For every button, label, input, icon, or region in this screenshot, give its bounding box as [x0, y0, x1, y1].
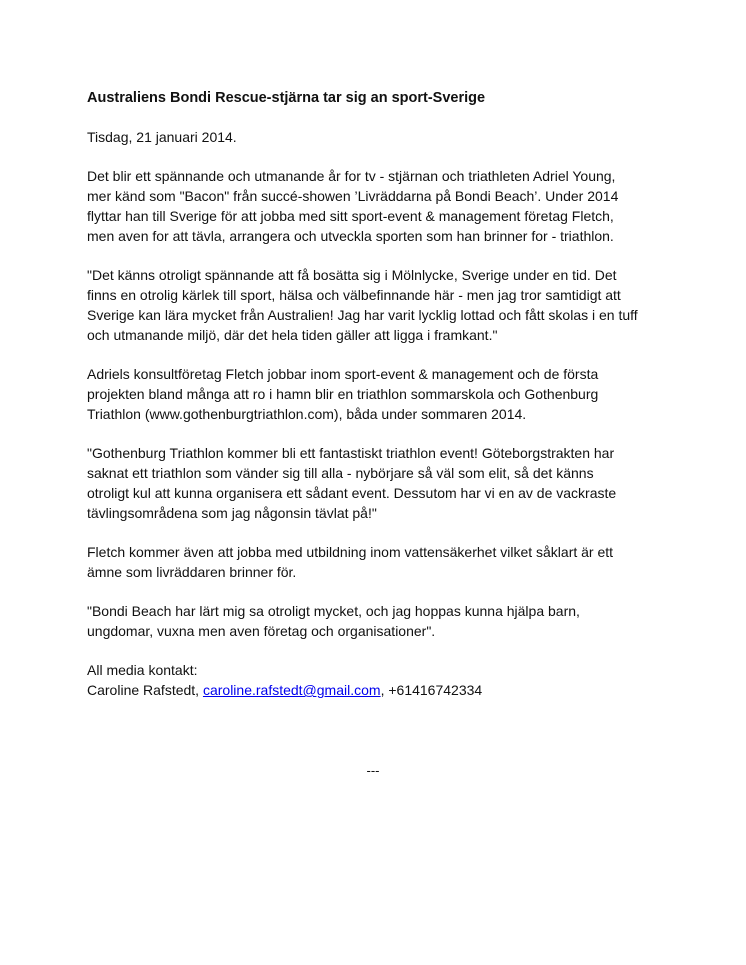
paragraph-intro: Det blir ett spännande och utmanande år for tv - stjärnan och triathleten Adriel Young, mer känd som "Bacon" från succé-showen ’Livräddarna på Bondi Beach’. Under 2014 flyttar han till Sverige för att jobba med sitt sport-event & management företag Fletch, men aven for att tävla, arrangera och utveckla sporten som han brinner for - triathlon.	[87, 168, 619, 244]
contact-phone: , +61416742334	[380, 682, 483, 698]
paragraph-fletch: Adriels konsultföretag Fletch jobbar inom sport-event & management och de första projekten bland många att ro i hamn blir en triathlon sommarskola och Gothenburg Triathlon (www.gothenburgtriathlon.com), båda under sommaren 2014.	[87, 366, 599, 422]
paragraph-quote-3: "Bondi Beach har lärt mig sa otroligt mycket, och jag hoppas kunna hjälpa barn, ungdomar, vuxna men aven företag och organisationer".	[87, 603, 580, 639]
contact-heading: All media kontakt:	[87, 662, 198, 678]
contact-line	[87, 680, 677, 700]
paragraph-education: Fletch kommer även att jobba med utbildning inom vattensäkerhet vilket såklart är ett ämne som livräddaren brinner för.	[87, 544, 614, 580]
document-date: Tisdag, 21 januari 2014.	[87, 129, 237, 145]
document-body	[87, 88, 677, 700]
contact-email-link[interactable]: caroline.rafstedt@gmail.com	[202, 682, 381, 698]
paragraph-quote-2: "Gothenburg Triathlon kommer bli ett fantastiskt triathlon event! Göteborgstrakten har saknat ett triathlon som vänder sig till alla - nybörjare så väl som elit, så det känns otroligt kul att kunna organisera ett sådant event. Dessutom har vi en av de vackraste tävlingsområdena som jag någonsin tävlat på!"	[87, 445, 617, 521]
document-title: Australiens Bondi Rescue-stjärna tar sig an sport-Sverige	[87, 90, 486, 106]
contact-name: Caroline Rafstedt,	[87, 682, 203, 698]
paragraph-quote-1: "Det känns otroligt spännande att få bosätta sig i Mölnlycke, Sverige under en tid. Det finns en otrolig kärlek till sport, hälsa och välbefinnande här - men jag tror samtidigt att Sverige kan lära mycket från Australien! Jag har varit lycklig lottad och fått skolas i en tuff och utmanande miljö, där det hela tiden gäller att ligga i framkant."	[87, 267, 638, 343]
end-separator: ---	[366, 763, 380, 778]
media-contact	[87, 660, 677, 700]
